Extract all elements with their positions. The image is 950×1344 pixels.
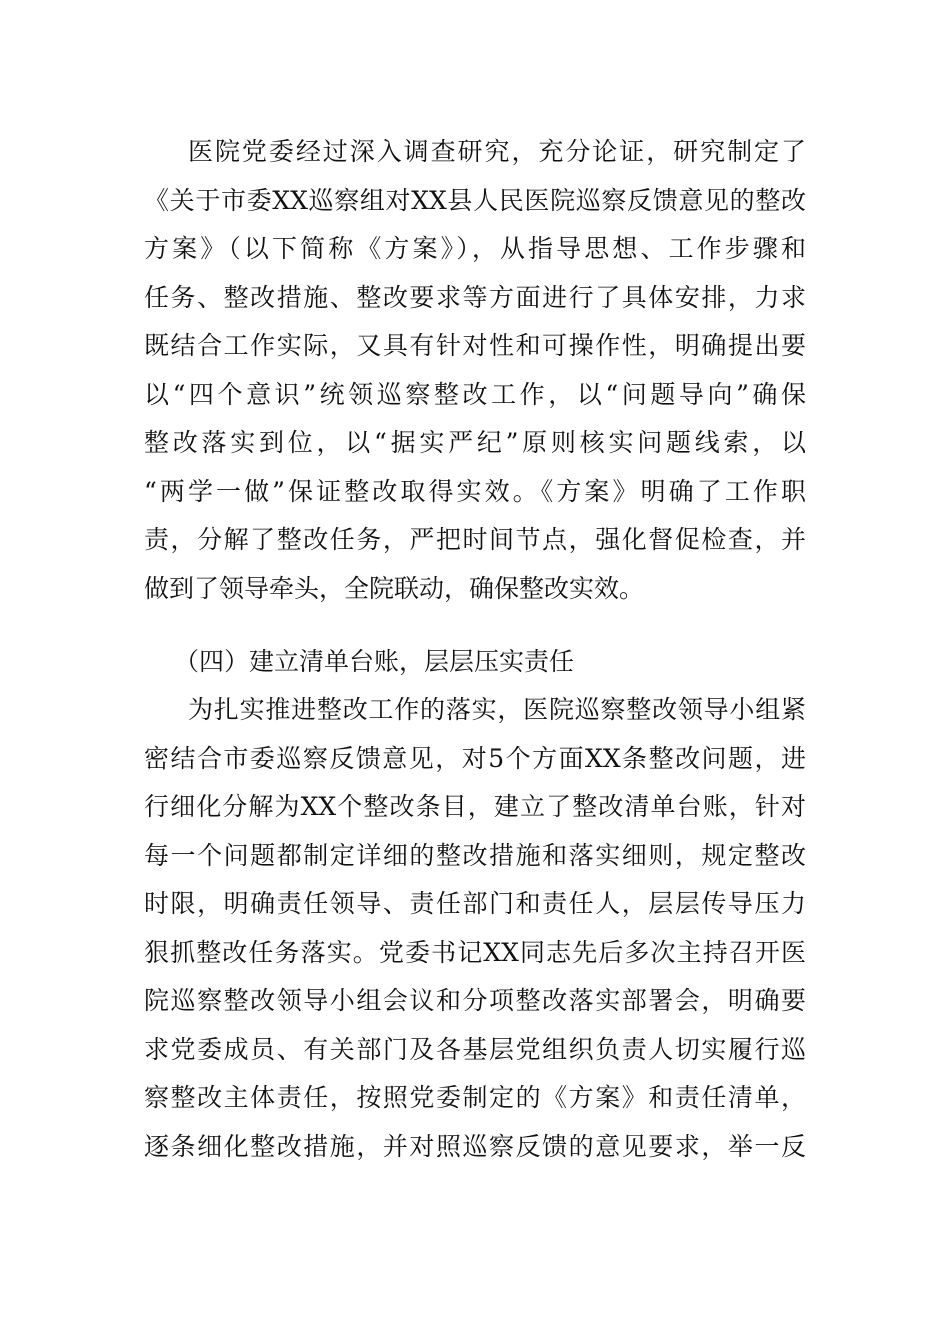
- text-line: 每一个问题都制定详细的整改措施和落实细则，规定整改: [144, 840, 806, 870]
- section-heading: [144, 638, 806, 687]
- text-line: 察整改主体责任，按照党委制定的《方案》和责任清单，: [144, 1083, 806, 1112]
- paragraph-checklist-ledger: [144, 686, 806, 1171]
- text-line: 医院党委经过深入调查研究，充分论证，研究制定了: [188, 137, 806, 166]
- text-line: 做到了领导牵头，全院联动，确保整改实效。: [144, 573, 645, 603]
- heading-text: （四）建立清单台账，层层压实责任: [174, 647, 575, 676]
- text-line: 求党委成员、有关部门及各基层党组织负责人切实履行巡: [144, 1034, 806, 1064]
- text-line: 行细化分解为XX个整改条目，建立了整改清单台账，针对: [144, 792, 806, 821]
- text-line: 密结合市委巡察反馈意见，对5个方面XX条整改问题，进: [144, 743, 806, 773]
- text-line: 方案》（以下简称《方案》），从指导思想、工作步骤和: [144, 234, 806, 263]
- text-line: “两学一做”保证整改取得实效。《方案》明确了工作职: [144, 476, 806, 506]
- text-line: 整改落实到位，以“据实严纪”原则核实问题线索，以: [144, 428, 806, 457]
- text-line: 既结合工作实际，又具有针对性和可操作性，明确提出要: [144, 331, 806, 360]
- text-line: 时限，明确责任领导、责任部门和责任人，层层传导压力: [144, 889, 806, 918]
- paragraph-rectification-plan: [144, 128, 806, 613]
- text-line: 责，分解了整改任务，严把时间节点，强化督促检查，并: [144, 525, 806, 554]
- text-line: 《关于市委XX巡察组对XX县人民医院巡察反馈意见的整改: [144, 185, 806, 215]
- text-line: 为扎实推进整改工作的落实，医院巡察整改领导小组紧: [188, 695, 806, 724]
- text-line: 院巡察整改领导小组会议和分项整改落实部署会，明确要: [144, 986, 806, 1015]
- text-line: 狠抓整改任务落实。党委书记XX同志先后多次主持召开医: [144, 937, 806, 967]
- text-line: 逐条细化整改措施，并对照巡察反馈的意见要求，举一反: [144, 1131, 806, 1161]
- text-line: 任务、整改措施、整改要求等方面进行了具体安排，力求: [144, 282, 806, 312]
- text-line: 以“四个意识”统领巡察整改工作，以“问题导向”确保: [144, 379, 806, 409]
